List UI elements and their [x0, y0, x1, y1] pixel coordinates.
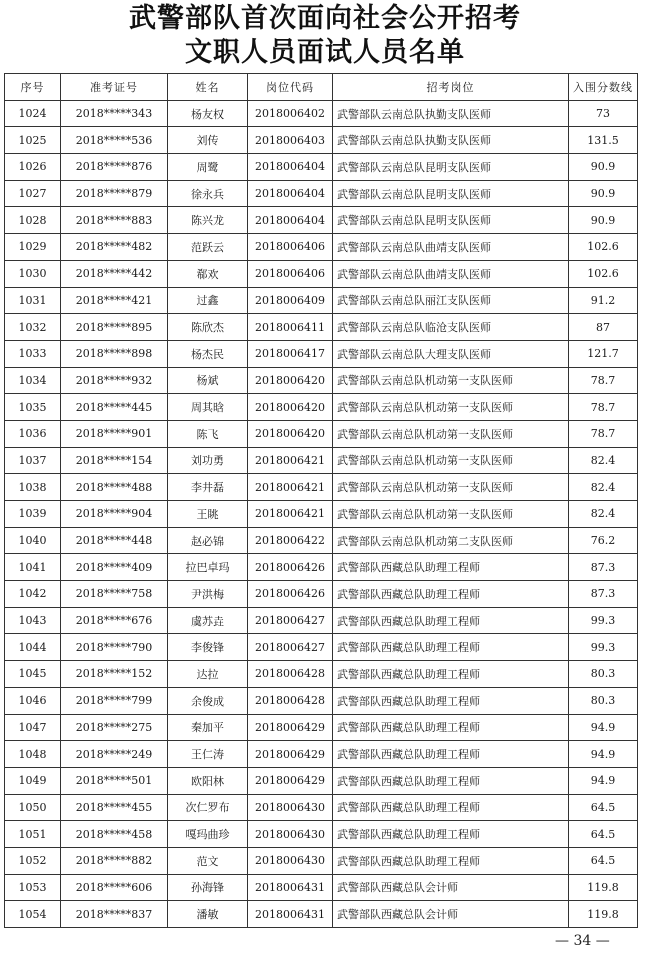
cell-serial: 1039 [5, 501, 61, 528]
cell-post-code: 2018006417 [248, 340, 333, 367]
cell-score-line: 90.9 [569, 154, 638, 181]
table-row [5, 127, 638, 154]
cell-serial: 1048 [5, 741, 61, 768]
cell-post-code: 2018006404 [248, 154, 333, 181]
cell-score-line: 99.3 [569, 634, 638, 661]
cell-post-code: 2018006427 [248, 634, 333, 661]
cell-serial: 1033 [5, 340, 61, 367]
cell-ticket-number: 2018*****879 [61, 180, 168, 207]
cell-name: 周鹭 [168, 154, 248, 181]
cell-post-code: 2018006426 [248, 581, 333, 608]
table-row [5, 554, 638, 581]
cell-name: 王仁涛 [168, 741, 248, 768]
cell-post: 武警部队云南总队曲靖支队医师 [333, 234, 569, 261]
cell-score-line: 78.7 [569, 420, 638, 447]
table-row [5, 741, 638, 768]
cell-post-code: 2018006421 [248, 501, 333, 528]
cell-score-line: 102.6 [569, 234, 638, 261]
cell-post: 武警部队西藏总队助理工程师 [333, 554, 569, 581]
cell-serial: 1032 [5, 314, 61, 341]
cell-ticket-number: 2018*****458 [61, 821, 168, 848]
table-row [5, 234, 638, 261]
cell-name: 杨友权 [168, 100, 248, 127]
cell-post-code: 2018006411 [248, 314, 333, 341]
cell-ticket-number: 2018*****501 [61, 767, 168, 794]
cell-post: 武警部队西藏总队助理工程师 [333, 847, 569, 874]
cell-post: 武警部队云南总队昆明支队医师 [333, 154, 569, 181]
table-row [5, 287, 638, 314]
cell-ticket-number: 2018*****536 [61, 127, 168, 154]
cell-post-code: 2018006430 [248, 847, 333, 874]
cell-score-line: 78.7 [569, 367, 638, 394]
cell-name: 虞苏垚 [168, 607, 248, 634]
cell-post-code: 2018006426 [248, 554, 333, 581]
cell-serial: 1043 [5, 607, 61, 634]
cell-post: 武警部队西藏总队助理工程师 [333, 634, 569, 661]
cell-post-code: 2018006430 [248, 821, 333, 848]
table-row [5, 501, 638, 528]
cell-name: 陈欣杰 [168, 314, 248, 341]
cell-serial: 1026 [5, 154, 61, 181]
cell-serial: 1027 [5, 180, 61, 207]
cell-serial: 1049 [5, 767, 61, 794]
cell-name: 余俊成 [168, 687, 248, 714]
cell-serial: 1041 [5, 554, 61, 581]
cell-ticket-number: 2018*****898 [61, 340, 168, 367]
cell-name: 杨斌 [168, 367, 248, 394]
cell-post-code: 2018006420 [248, 367, 333, 394]
cell-ticket-number: 2018*****482 [61, 234, 168, 261]
table-row [5, 874, 638, 901]
cell-name: 赵必锦 [168, 527, 248, 554]
header-ticket-number: 准考证号 [61, 74, 168, 101]
cell-post: 武警部队云南总队机动第一支队医师 [333, 420, 569, 447]
cell-name: 范跃云 [168, 234, 248, 261]
cell-name: 陈飞 [168, 420, 248, 447]
cell-ticket-number: 2018*****455 [61, 794, 168, 821]
cell-post-code: 2018006429 [248, 767, 333, 794]
cell-post: 武警部队西藏总队助理工程师 [333, 821, 569, 848]
cell-post: 武警部队西藏总队会计师 [333, 874, 569, 901]
cell-post-code: 2018006428 [248, 687, 333, 714]
cell-serial: 1050 [5, 794, 61, 821]
cell-name: 李井磊 [168, 474, 248, 501]
cell-post-code: 2018006427 [248, 607, 333, 634]
cell-serial: 1028 [5, 207, 61, 234]
table-row [5, 367, 638, 394]
cell-score-line: 119.8 [569, 901, 638, 928]
cell-post: 武警部队云南总队机动第二支队医师 [333, 527, 569, 554]
cell-ticket-number: 2018*****895 [61, 314, 168, 341]
cell-score-line: 94.9 [569, 714, 638, 741]
cell-ticket-number: 2018*****837 [61, 901, 168, 928]
cell-post-code: 2018006406 [248, 260, 333, 287]
table-body [5, 100, 638, 927]
cell-post: 武警部队西藏总队助理工程师 [333, 581, 569, 608]
table-row [5, 901, 638, 928]
cell-serial: 1029 [5, 234, 61, 261]
cell-name: 尹洪梅 [168, 581, 248, 608]
cell-score-line: 90.9 [569, 207, 638, 234]
cell-ticket-number: 2018*****901 [61, 420, 168, 447]
cell-score-line: 73 [569, 100, 638, 127]
cell-name: 拉巴卓玛 [168, 554, 248, 581]
cell-score-line: 82.4 [569, 447, 638, 474]
cell-score-line: 121.7 [569, 340, 638, 367]
cell-post-code: 2018006420 [248, 394, 333, 421]
cell-score-line: 82.4 [569, 501, 638, 528]
cell-ticket-number: 2018*****904 [61, 501, 168, 528]
cell-post-code: 2018006430 [248, 794, 333, 821]
cell-score-line: 119.8 [569, 874, 638, 901]
cell-name: 范文 [168, 847, 248, 874]
cell-name: 孙海锋 [168, 874, 248, 901]
cell-ticket-number: 2018*****799 [61, 687, 168, 714]
table-row [5, 154, 638, 181]
cell-post: 武警部队西藏总队助理工程师 [333, 661, 569, 688]
cell-score-line: 87 [569, 314, 638, 341]
cell-post-code: 2018006421 [248, 447, 333, 474]
cell-post: 武警部队云南总队执勤支队医师 [333, 100, 569, 127]
cell-serial: 1025 [5, 127, 61, 154]
cell-post: 武警部队云南总队机动第一支队医师 [333, 394, 569, 421]
cell-post: 武警部队云南总队昆明支队医师 [333, 180, 569, 207]
cell-ticket-number: 2018*****154 [61, 447, 168, 474]
cell-serial: 1045 [5, 661, 61, 688]
cell-name: 欧阳林 [168, 767, 248, 794]
cell-post-code: 2018006420 [248, 420, 333, 447]
document-title-line2: 文职人员面试人员名单 [185, 37, 465, 68]
cell-ticket-number: 2018*****790 [61, 634, 168, 661]
cell-score-line: 94.9 [569, 767, 638, 794]
header-serial: 序号 [5, 74, 61, 101]
cell-post: 武警部队西藏总队助理工程师 [333, 714, 569, 741]
table-row [5, 314, 638, 341]
cell-score-line: 87.3 [569, 581, 638, 608]
cell-name: 刘传 [168, 127, 248, 154]
table-row [5, 581, 638, 608]
table-row [5, 340, 638, 367]
page-number: — 34 — [555, 933, 610, 949]
header-post-code: 岗位代码 [248, 74, 333, 101]
cell-post-code: 2018006421 [248, 474, 333, 501]
cell-ticket-number: 2018*****932 [61, 367, 168, 394]
cell-name: 嘎玛曲珍 [168, 821, 248, 848]
cell-ticket-number: 2018*****876 [61, 154, 168, 181]
cell-post: 武警部队云南总队大理支队医师 [333, 340, 569, 367]
cell-ticket-number: 2018*****448 [61, 527, 168, 554]
cell-name: 李俊锋 [168, 634, 248, 661]
cell-serial: 1036 [5, 420, 61, 447]
cell-score-line: 64.5 [569, 794, 638, 821]
cell-name: 过鑫 [168, 287, 248, 314]
table-row [5, 474, 638, 501]
table-row [5, 821, 638, 848]
header-post: 招考岗位 [333, 74, 569, 101]
cell-serial: 1052 [5, 847, 61, 874]
cell-serial: 1037 [5, 447, 61, 474]
cell-ticket-number: 2018*****421 [61, 287, 168, 314]
table-row [5, 661, 638, 688]
cell-name: 王眺 [168, 501, 248, 528]
cell-name: 徐永兵 [168, 180, 248, 207]
table-row [5, 260, 638, 287]
document-title-line1: 武警部队首次面向社会公开招考 [129, 3, 521, 34]
candidate-table [4, 73, 638, 928]
cell-name: 次仁罗布 [168, 794, 248, 821]
cell-ticket-number: 2018*****409 [61, 554, 168, 581]
cell-score-line: 80.3 [569, 661, 638, 688]
cell-ticket-number: 2018*****275 [61, 714, 168, 741]
cell-post-code: 2018006429 [248, 741, 333, 768]
cell-serial: 1054 [5, 901, 61, 928]
cell-post-code: 2018006429 [248, 714, 333, 741]
cell-post: 武警部队西藏总队会计师 [333, 901, 569, 928]
cell-ticket-number: 2018*****758 [61, 581, 168, 608]
cell-score-line: 94.9 [569, 741, 638, 768]
cell-post-code: 2018006404 [248, 207, 333, 234]
cell-ticket-number: 2018*****249 [61, 741, 168, 768]
table-row [5, 207, 638, 234]
table-row [5, 634, 638, 661]
cell-post: 武警部队云南总队机动第一支队医师 [333, 447, 569, 474]
cell-name: 刘功勇 [168, 447, 248, 474]
cell-post-code: 2018006402 [248, 100, 333, 127]
cell-serial: 1051 [5, 821, 61, 848]
table-row [5, 794, 638, 821]
cell-ticket-number: 2018*****445 [61, 394, 168, 421]
cell-name: 杨杰民 [168, 340, 248, 367]
cell-post: 武警部队云南总队机动第一支队医师 [333, 474, 569, 501]
cell-serial: 1034 [5, 367, 61, 394]
cell-score-line: 90.9 [569, 180, 638, 207]
table-row [5, 847, 638, 874]
cell-post-code: 2018006431 [248, 901, 333, 928]
cell-serial: 1031 [5, 287, 61, 314]
cell-score-line: 78.7 [569, 394, 638, 421]
cell-post: 武警部队西藏总队助理工程师 [333, 741, 569, 768]
cell-serial: 1030 [5, 260, 61, 287]
header-score-line: 入围分数线 [569, 74, 638, 101]
cell-name: 潘敏 [168, 901, 248, 928]
cell-name: 秦加平 [168, 714, 248, 741]
cell-post: 武警部队云南总队执勤支队医师 [333, 127, 569, 154]
cell-ticket-number: 2018*****442 [61, 260, 168, 287]
table-row [5, 100, 638, 127]
table-row [5, 180, 638, 207]
cell-serial: 1035 [5, 394, 61, 421]
cell-post: 武警部队云南总队曲靖支队医师 [333, 260, 569, 287]
cell-post-code: 2018006403 [248, 127, 333, 154]
table-row [5, 447, 638, 474]
cell-post: 武警部队云南总队机动第一支队医师 [333, 501, 569, 528]
table-header-row [5, 74, 638, 101]
cell-score-line: 76.2 [569, 527, 638, 554]
cell-score-line: 64.5 [569, 821, 638, 848]
table-row [5, 714, 638, 741]
cell-ticket-number: 2018*****883 [61, 207, 168, 234]
cell-name: 达拉 [168, 661, 248, 688]
cell-post-code: 2018006431 [248, 874, 333, 901]
table-row [5, 607, 638, 634]
header-name: 姓名 [168, 74, 248, 101]
cell-ticket-number: 2018*****882 [61, 847, 168, 874]
cell-post-code: 2018006404 [248, 180, 333, 207]
table-row [5, 420, 638, 447]
cell-score-line: 80.3 [569, 687, 638, 714]
cell-serial: 1042 [5, 581, 61, 608]
cell-ticket-number: 2018*****606 [61, 874, 168, 901]
cell-serial: 1024 [5, 100, 61, 127]
cell-serial: 1044 [5, 634, 61, 661]
cell-post: 武警部队西藏总队助理工程师 [333, 767, 569, 794]
cell-score-line: 131.5 [569, 127, 638, 154]
cell-post-code: 2018006406 [248, 234, 333, 261]
cell-serial: 1046 [5, 687, 61, 714]
cell-serial: 1038 [5, 474, 61, 501]
table-row [5, 767, 638, 794]
cell-post: 武警部队云南总队机动第一支队医师 [333, 367, 569, 394]
cell-serial: 1047 [5, 714, 61, 741]
cell-post-code: 2018006409 [248, 287, 333, 314]
cell-ticket-number: 2018*****152 [61, 661, 168, 688]
cell-post-code: 2018006422 [248, 527, 333, 554]
cell-post: 武警部队西藏总队助理工程师 [333, 687, 569, 714]
cell-post: 武警部队西藏总队助理工程师 [333, 794, 569, 821]
cell-score-line: 99.3 [569, 607, 638, 634]
cell-post-code: 2018006428 [248, 661, 333, 688]
cell-name: 陈兴龙 [168, 207, 248, 234]
cell-score-line: 102.6 [569, 260, 638, 287]
cell-post: 武警部队云南总队临沧支队医师 [333, 314, 569, 341]
cell-name: 周其晗 [168, 394, 248, 421]
cell-score-line: 91.2 [569, 287, 638, 314]
cell-post: 武警部队云南总队昆明支队医师 [333, 207, 569, 234]
cell-score-line: 82.4 [569, 474, 638, 501]
cell-post: 武警部队云南总队丽江支队医师 [333, 287, 569, 314]
table-row [5, 687, 638, 714]
table-row [5, 527, 638, 554]
cell-ticket-number: 2018*****488 [61, 474, 168, 501]
cell-score-line: 87.3 [569, 554, 638, 581]
cell-serial: 1053 [5, 874, 61, 901]
cell-serial: 1040 [5, 527, 61, 554]
cell-ticket-number: 2018*****343 [61, 100, 168, 127]
cell-ticket-number: 2018*****676 [61, 607, 168, 634]
cell-name: 郗欢 [168, 260, 248, 287]
cell-score-line: 64.5 [569, 847, 638, 874]
table-row [5, 394, 638, 421]
cell-post: 武警部队西藏总队助理工程师 [333, 607, 569, 634]
